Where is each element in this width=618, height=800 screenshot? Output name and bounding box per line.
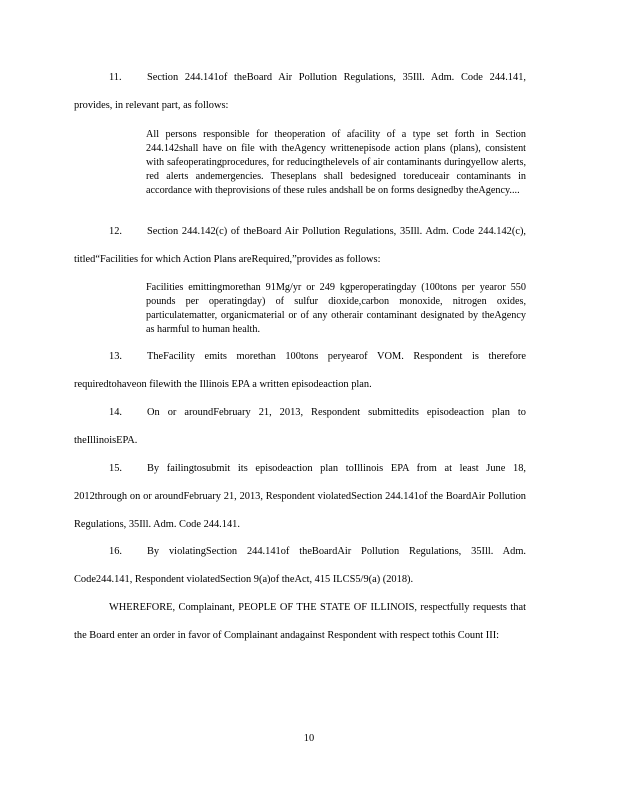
paragraph-number: 13. bbox=[109, 351, 122, 362]
paragraph-14 bbox=[74, 399, 526, 455]
paragraph-11 bbox=[74, 64, 526, 120]
page-number: 10 bbox=[303, 733, 315, 744]
paragraph-13 bbox=[74, 343, 526, 399]
block-quote-244-141: All persons responsible for theoperation of afacility of a type set forth in Section 244.142shall have on file with theAgency writtenepisode action plans (plans), consistent with safeoperatingprocedures, for reducingthelevels of air contaminants duringyellow alerts, red alerts andemergencies. Theseplans shall bedesigned toreduceair contaminants in accordance with theprovisions of these rules andshall be on forms designedby theAgency.... bbox=[146, 129, 526, 196]
paragraph-number: 14. bbox=[109, 407, 122, 418]
paragraph-12 bbox=[74, 218, 526, 274]
paragraph-number: 12. bbox=[109, 226, 122, 237]
paragraph-text: WHEREFORE, Complainant, PEOPLE OF THE STATE OF ILLINOIS, respectfully requests that the Board enter an order in favor of Complainant andagainst Respondent with respect tothis Count III: bbox=[74, 602, 526, 641]
paragraph-15 bbox=[74, 455, 526, 539]
paragraph-text: By violatingSection 244.141of theBoardAir Pollution Regulations, 35Ill. Adm. Code244.141, Respondent violatedSection 9(a)of theAct, 415 ILCS5/9(a) (2018). bbox=[74, 546, 526, 585]
paragraph-number: 16. bbox=[109, 546, 122, 557]
paragraph-number: 15. bbox=[109, 463, 122, 474]
paragraph-text: Section 244.142(c) of theBoard Air Pollution Regulations, 35Ill. Adm. Code 244.142(c), titled“Facilities for which Action Plans areRequired,”provides as follows: bbox=[74, 226, 526, 265]
paragraph-text: On or aroundFebruary 21, 2013, Respondent submittedits episodeaction plan to theIllinoisEPA. bbox=[74, 407, 526, 446]
paragraph-text: Section 244.141of theBoard Air Pollution Regulations, 35Ill. Adm. Code 244.141, provides, in relevant part, as follows: bbox=[74, 72, 526, 111]
paragraph-number: 11. bbox=[109, 72, 122, 83]
paragraph-text: TheFacility emits morethan 100tons peryearof VOM. Respondent is therefore requiredtohaveon filewith the Illinois EPA a written episodeaction plan. bbox=[74, 351, 526, 390]
block-quote-244-142: Facilities emittingmorethan 91Mg/yr or 249 kgperoperatingday (100tons per yearor 550 pounds per operatingday) of sulfur dioxide,carbon monoxide, nitrogen oxides, particulatematter, organicmaterial or of any otherair contaminant designated by theAgency as harmful to human health. bbox=[146, 282, 526, 335]
wherefore-paragraph bbox=[74, 594, 526, 650]
paragraph-16 bbox=[74, 538, 526, 594]
paragraph-text: By failingtosubmit its episodeaction plan toIllinois EPA from at least June 18, 2012through on or aroundFebruary 21, 2013, Respondent violatedSection 244.141of the BoardAir Pollution Regulations, 35Ill. Adm. Code 244.141. bbox=[74, 463, 526, 530]
